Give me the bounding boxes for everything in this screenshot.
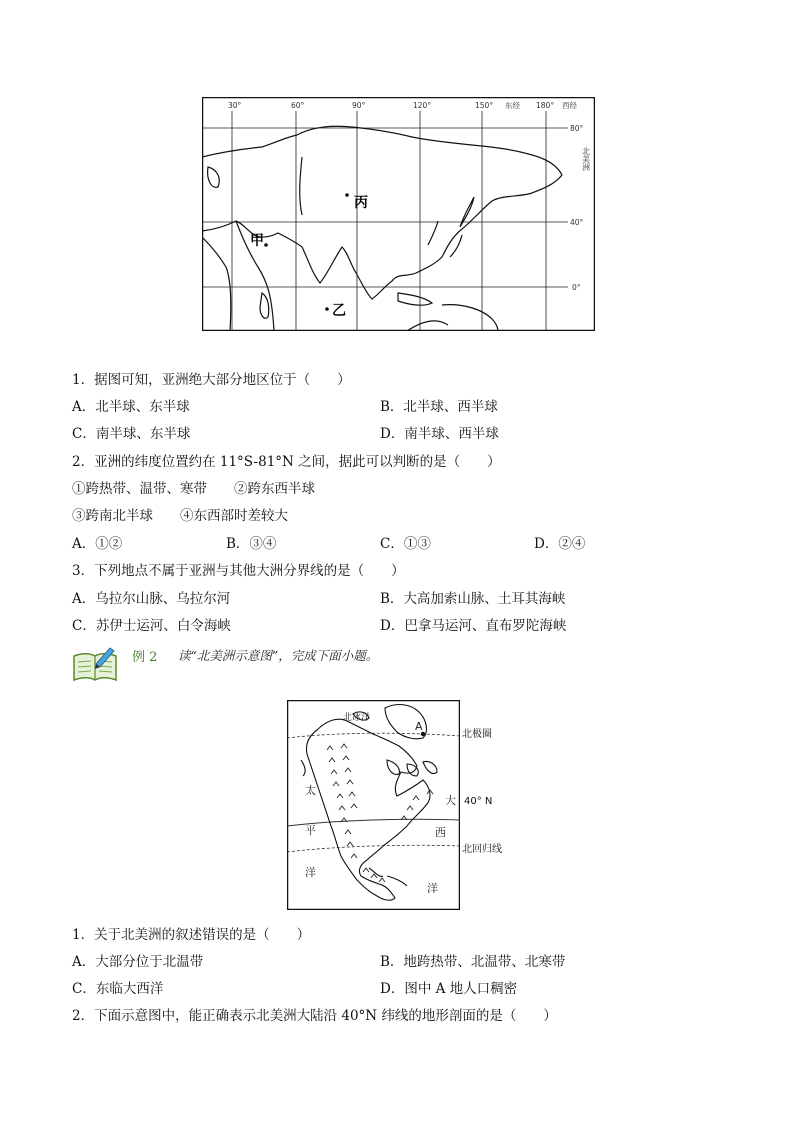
q2-1-option-a: A．大部分位于北温带 <box>72 954 204 970</box>
q2-option-a: A．①② <box>72 536 123 552</box>
book-pencil-icon <box>72 646 118 684</box>
q1-option-a: A．北半球、东半球 <box>72 399 190 415</box>
q2-option-c: C．①③ <box>380 536 431 552</box>
pacific-label-2: 平 <box>305 824 316 837</box>
place-jia: 甲 <box>250 233 264 249</box>
lon-label-180: 180° <box>536 101 555 110</box>
example-label: 例 2 <box>132 650 158 665</box>
pacific-label-1: 太 <box>305 784 316 797</box>
q2-statement-2: ③跨南北半球 ④东西部时差较大 <box>72 508 288 524</box>
north-america-map <box>287 700 460 910</box>
q2-option-b: B．③④ <box>226 536 277 552</box>
atlantic-label-3: 洋 <box>427 882 438 895</box>
asia-map <box>202 97 595 331</box>
point-a-label: A <box>415 720 423 733</box>
lon-label-60: 60° <box>291 101 305 110</box>
example-instruction: 读“北美洲示意图”，完成下面小题。 <box>178 648 379 663</box>
lat-label-40: 40° <box>570 218 584 227</box>
q3-option-b: B．大高加索山脉、土耳其海峡 <box>380 591 566 607</box>
question-2-2: 2．下面示意图中，能正确表示北美洲大陆沿 40°N 纬线的地形剖面的是（ ） <box>72 1008 557 1024</box>
q1-option-c: C．南半球、东半球 <box>72 426 191 442</box>
q3-option-a: A．乌拉尔山脉、乌拉尔河 <box>72 591 231 607</box>
lon-label-east: 东经 <box>505 101 520 110</box>
q2-statement-1: ①跨热带、温带、寒带 ②跨东西半球 <box>72 481 315 497</box>
tropic-of-cancer-label: 北回归线 <box>462 844 502 855</box>
atlantic-label-2: 西 <box>435 826 446 839</box>
q1-option-d: D．南半球、西半球 <box>380 426 499 442</box>
north-america-label: 北美洲 <box>581 147 591 171</box>
q2-1-option-b: B．地跨热带、北温带、北寒带 <box>380 954 566 970</box>
q2-1-option-d: D．图中 A 地人口稠密 <box>380 981 518 997</box>
question-3: 3．下列地点不属于亚洲与其他大洲分界线的是（ ） <box>72 563 405 579</box>
question-1: 1．据图可知，亚洲绝大部分地区位于（ ） <box>72 372 351 388</box>
place-yi: 乙 <box>332 303 346 319</box>
q3-option-c: C．苏伊士运河、白令海峡 <box>72 618 231 634</box>
lon-label-30: 30° <box>228 101 242 110</box>
question-2: 2．亚洲的纬度位置约在 11°S-81°N 之间，据此可以判断的是（ ） <box>72 454 501 470</box>
q2-1-option-c: C．东临大西洋 <box>72 981 164 997</box>
lon-label-120: 120° <box>413 101 432 110</box>
arctic-circle-label: 北极圈 <box>462 729 492 740</box>
lat-label-80: 80° <box>570 124 584 133</box>
q3-option-d: D．巴拿马运河、直布罗陀海峡 <box>380 618 567 634</box>
q2-option-d: D．②④ <box>534 536 586 552</box>
lon-label-west: 西经 <box>562 101 577 110</box>
lon-label-150: 150° <box>475 101 494 110</box>
q1-option-b: B．北半球、西半球 <box>380 399 498 415</box>
pacific-label-3: 洋 <box>305 866 316 879</box>
lat-label-0: 0° <box>572 283 581 292</box>
atlantic-label-1: 大 <box>445 794 456 807</box>
arctic-ocean-label: 北冰洋 <box>343 713 371 723</box>
place-bing: 丙 <box>354 195 368 211</box>
lon-label-90: 90° <box>352 101 366 110</box>
lat-40n-label: 40° N <box>464 796 493 807</box>
question-2-1: 1．关于北美洲的叙述错误的是（ ） <box>72 927 311 943</box>
